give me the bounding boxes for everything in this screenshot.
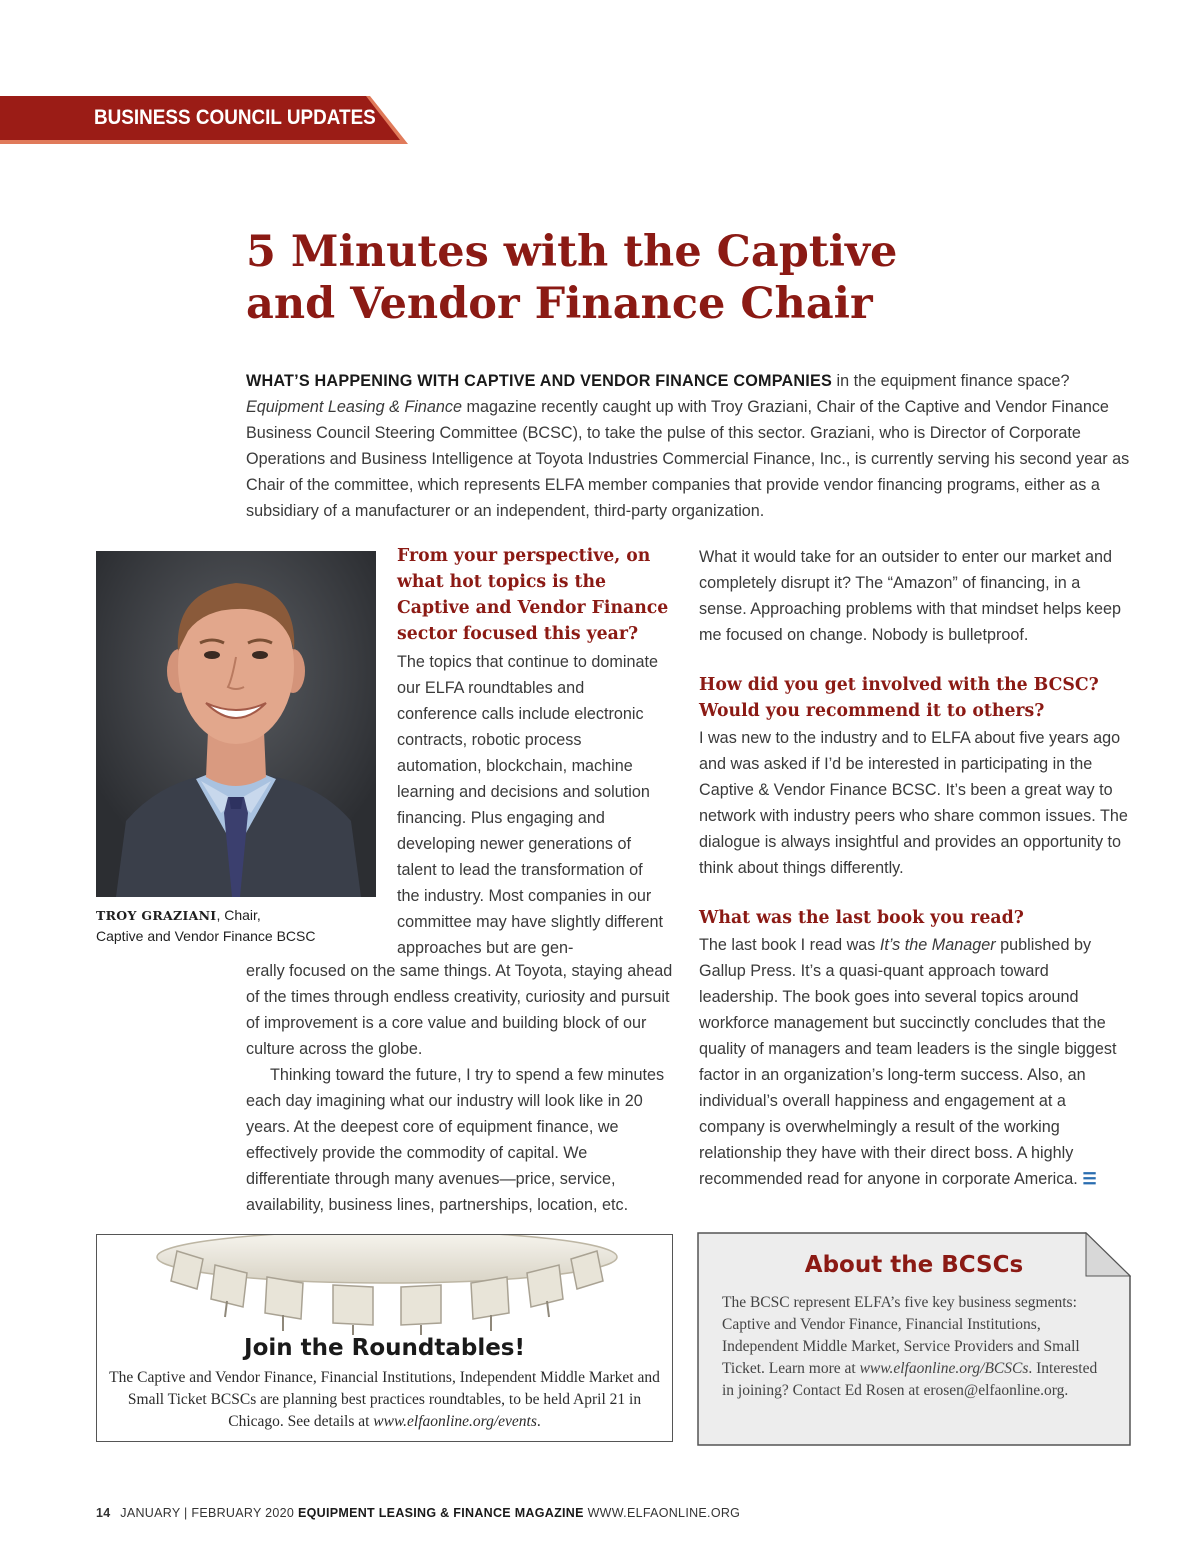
page-footer: [96, 1506, 740, 1520]
portrait-photo: [96, 551, 376, 897]
end-mark-icon: ☰: [1082, 1170, 1097, 1188]
answer-2: I was new to the industry and to ELFA about five years ago and was asked if I’d be interested in participating in the Captive & Vendor Finance BCSC. It’s been a great way to network with industry peers who share common issues. The dialogue is always insightful and provides an opportunity to think about things differently.: [699, 729, 1128, 877]
join-text-body: The Captive and Vendor Finance, Financial Institutions, Independent Middle Market and Small Ticket BCSCs are planning best practices roundtables, to be held April 21 in Chicago. See details at: [109, 1369, 660, 1430]
title-line-1: 5 Minutes with the Captive: [246, 227, 898, 277]
issue-date: JANUARY | FEBRUARY 2020: [120, 1506, 295, 1520]
answer-3-before: The last book I read was: [699, 936, 880, 954]
about-bcscs-title: About the BCSCs: [804, 1252, 1024, 1278]
portrait-illustration: [96, 551, 376, 897]
join-roundtables-title: Join the Roundtables!: [244, 1335, 525, 1361]
conference-table-illustration: [97, 1235, 673, 1335]
answer-1-part-2: erally focused on the same things. At Toyota, staying ahead of the times through endless creativity, curiosity and pursuit of improvement is a core value and building block of our culture across the globe.: [246, 962, 673, 1058]
intro-rest: magazine recently caught up with Troy Graziani, Chair of the Captive and Vendor Finance Business Council Steering Committee (BCSC), to take the pulse of this sector. Graziani, who is Director of Corporate Operations and Business Intelligence at Toyota Industries Commercial Finance, Inc., is currently serving his second year as Chair of the committee, which represents ELFA member companies that provide vendor financing programs, either as a subsidiary of a manufacturer or an independent, third-party organization.: [246, 397, 1130, 520]
intro-lead: WHAT’S HAPPENING WITH CAPTIVE AND VENDOR FINANCE COMPANIES: [246, 372, 832, 390]
question-1: From your perspective, on what hot topics is the Captive and Vendor Finance sector focused this year?: [397, 546, 669, 644]
join-roundtables-text: [107, 1367, 662, 1433]
intro-paragraph: [246, 369, 1136, 524]
footer-url[interactable]: WWW.ELFAONLINE.ORG: [587, 1506, 741, 1520]
photo-caption: [96, 905, 386, 946]
about-text-body: The BCSC represent ELFA’s five key business segments: Captive and Vendor Finance, Financial Institutions, Independent Middle Market, Service Providers and Small Ticket. Learn more at: [722, 1294, 1080, 1377]
question-3: What was the last book you read?: [699, 908, 1024, 928]
magazine-name: EQUIPMENT LEASING & FINANCE MAGAZINE: [297, 1506, 584, 1520]
page-number: 14: [96, 1506, 111, 1520]
intro-after-lead: in the equipment finance space?: [831, 372, 1070, 390]
caption-name: TROY GRAZIANI: [96, 908, 217, 923]
answer-1-part-4: What it would take for an outsider to enter our market and completely disrupt it? The “Amazon” of financing, in a sense. Approaching problems with that mindset helps keep me focused on change. Nobody is bulletproof.: [699, 548, 1122, 644]
answer-3: [699, 932, 1131, 1192]
title-line-2: and Vendor Finance Chair: [246, 279, 873, 329]
intro-magazine-name: Equipment Leasing & Finance: [246, 397, 462, 416]
join-roundtables-box: [96, 1234, 673, 1442]
join-text-end: .: [536, 1413, 541, 1430]
caption-role-line-2: Captive and Vendor Finance BCSC: [96, 928, 316, 944]
events-link[interactable]: www.elfaonline.org/events: [373, 1413, 537, 1430]
about-text-end: . Interested in joining? Contact Ed Rosen at erosen@elfaonline.org.: [722, 1360, 1098, 1399]
banner-label: BUSINESS COUNCIL UPDATES: [94, 106, 376, 129]
article-title: [246, 226, 1006, 330]
caption-role: , Chair,: [216, 907, 261, 923]
section-banner: [0, 96, 408, 144]
about-bcscs-box: [697, 1232, 1131, 1446]
answer-3-after: published by Gallup Press. It’s a quasi-quant approach toward leadership. The book goes into several topics around workforce management but succinctly concludes that the quality of managers and team leaders is the single biggest factor in an organization’s long-term success. Also, an individual’s overall happiness and engagement at a company is overwhelmingly a result of the working relationship they have with their direct boss. A highly recommended read for anyone in corporate America.: [699, 936, 1117, 1188]
answer-1-part-3: Thinking toward the future, I try to spend a few minutes each day imagining what our industry will look like in 20 years. At the deepest core of equipment finance, we effectively provide the commodity of capital. We differentiate through many avenues—price, service, availability, business lines, partnerships, location, etc.: [246, 1066, 665, 1214]
question-2: How did you get involved with the BCSC? Would you recommend it to others?: [699, 675, 1099, 721]
answer-1-part-1: The topics that continue to dominate our ELFA roundtables and conference calls include electronic contracts, robotic process automation, blockchain, machine learning and decisions and solution financing. Plus engaging and developing newer generations of talent to lead the transformation of the industry. Most companies in our committee may have slightly different approaches but are gen-: [397, 653, 664, 957]
book-title: It’s the Manager: [879, 936, 996, 954]
about-bcscs-text: [722, 1292, 1107, 1402]
bcscs-link[interactable]: www.elfaonline.org/BCSCs: [859, 1360, 1029, 1377]
